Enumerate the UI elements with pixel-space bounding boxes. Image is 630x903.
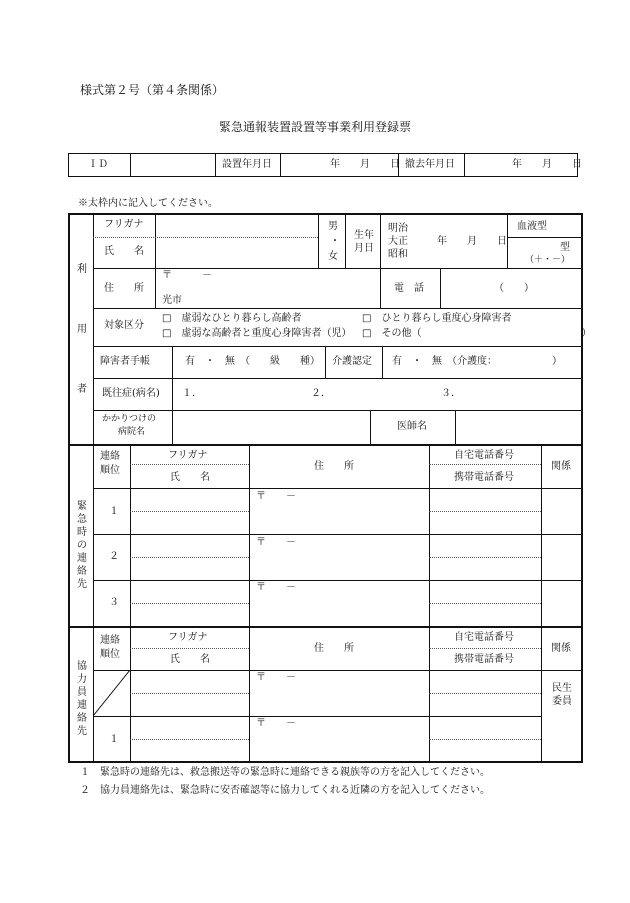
birth-label-1: 生年: [354, 230, 374, 241]
emg-row-2: ２: [109, 551, 119, 562]
disability-label: 障害者手帳: [100, 356, 150, 367]
footnote-2: ２ 協力員連絡先は、緊急時に安否確認等に協力してくれる近隣の方を記入してください。: [80, 785, 490, 796]
history-item-1[interactable]: １．: [182, 388, 202, 399]
coop-address: 住 所: [314, 643, 354, 654]
emg-postal-1[interactable]: 〒 －: [256, 491, 296, 502]
coop-relation: 関係: [551, 643, 571, 654]
side-label-3: 者: [77, 384, 87, 395]
era-taisho[interactable]: 大正: [388, 236, 408, 247]
phone-field[interactable]: （ ）: [494, 283, 534, 294]
category-option-3[interactable]: □ 虚弱な高齢者と重度心身障害者（児）: [162, 328, 352, 339]
era-showa[interactable]: 昭和: [388, 249, 408, 260]
instruction-note: ※太枠内に記入してください。: [78, 198, 218, 209]
emg-name: 氏 名: [170, 472, 210, 483]
install-date-label: 設置年月日: [222, 159, 272, 170]
side-label-2: 用: [77, 324, 87, 335]
emg-order-2: 順位: [100, 465, 120, 476]
history-item-3[interactable]: ３．: [441, 388, 461, 399]
emg-relation: 関係: [551, 461, 571, 472]
emg-mobile-phone: 携帯電話番号: [454, 472, 514, 483]
coop-mobile-phone: 携帯電話番号: [454, 654, 514, 665]
city-text: 光市: [162, 295, 182, 306]
blood-type-unit: 型: [560, 242, 570, 253]
gender-male[interactable]: 男: [328, 221, 338, 232]
care-label: 介護認定: [332, 356, 372, 367]
coop-relation-value-2: 委員: [552, 696, 572, 707]
history-label: 既往症(病名): [102, 388, 160, 399]
disability-field[interactable]: 有 ・ 無 （ 級 種）: [185, 356, 320, 367]
phone-label: 電 話: [394, 283, 424, 294]
postal-code-field[interactable]: 〒 －: [162, 270, 212, 281]
emg-postal-2[interactable]: 〒 －: [256, 537, 296, 548]
furigana-label: フリガナ: [104, 219, 144, 230]
category-option-2[interactable]: □ ひとり暮らし重度心身障害者: [362, 313, 512, 324]
blood-rh: （＋・－）: [525, 255, 571, 265]
doctor-label: 医師名: [397, 421, 427, 432]
coop-postal-1[interactable]: 〒 －: [256, 718, 296, 729]
coop-name: 氏 名: [170, 654, 210, 665]
name-label: 氏 名: [104, 246, 144, 257]
id-label: ＩＤ: [88, 159, 108, 170]
hospital-label-1: かかりつけの: [102, 414, 157, 424]
emg-address: 住 所: [314, 461, 354, 472]
gender-dot: ・: [330, 236, 340, 247]
gender-female[interactable]: 女: [328, 251, 338, 262]
birth-label-2: 月日: [354, 243, 374, 254]
coop-relation-value-1: 民生: [552, 683, 572, 694]
coop-row-1: １: [109, 734, 119, 745]
category-label: 対象区分: [104, 320, 144, 331]
emg-furigana: フリガナ: [168, 450, 208, 461]
form-title: 緊急通報装置設置等事業利用登録票: [218, 120, 411, 134]
coop-furigana: フリガナ: [168, 632, 208, 643]
era-meiji[interactable]: 明治: [388, 223, 408, 234]
coop-order-1: 連絡: [100, 635, 120, 646]
emg-home-phone: 自宅電話番号: [454, 450, 514, 461]
category-option-4[interactable]: □ その他（ ）: [362, 328, 592, 339]
birth-date-field[interactable]: 年 月 日: [437, 236, 507, 247]
address-label: 住 所: [104, 283, 144, 294]
emg-row-3: ３: [109, 597, 119, 608]
install-date-field[interactable]: 年 月 日: [330, 159, 400, 170]
category-option-1[interactable]: □ 虚弱なひとり暮らし高齢者: [162, 313, 302, 324]
form-number: 様式第２号（第４条関係）: [80, 83, 225, 97]
hospital-label-2: 病院名: [118, 427, 146, 437]
removal-date-field[interactable]: 年 月 日: [512, 159, 582, 170]
emergency-side-label: 緊急時の連絡先: [77, 501, 87, 590]
diagonal-slash: [93, 670, 130, 716]
history-item-2[interactable]: ２．: [311, 388, 331, 399]
side-label-1: 利: [77, 264, 87, 275]
emg-postal-3[interactable]: 〒 －: [256, 582, 296, 593]
coop-home-phone: 自宅電話番号: [454, 632, 514, 643]
footnote-1: １ 緊急時の連絡先は、救急搬送等の緊急時に連絡できる親族等の方を記入してください。: [80, 767, 490, 778]
emg-row-1: １: [109, 506, 119, 517]
coop-order-2: 順位: [100, 649, 120, 660]
blood-type-label: 血液型: [517, 221, 547, 232]
coop-postal-0[interactable]: 〒 －: [256, 672, 296, 683]
cooperator-side-label: 協力員連絡先: [77, 661, 87, 737]
removal-date-label: 撤去年月日: [405, 159, 455, 170]
emg-order-1: 連絡: [100, 451, 120, 462]
care-field[interactable]: 有 ・ 無 （介護度： ）: [392, 356, 562, 367]
